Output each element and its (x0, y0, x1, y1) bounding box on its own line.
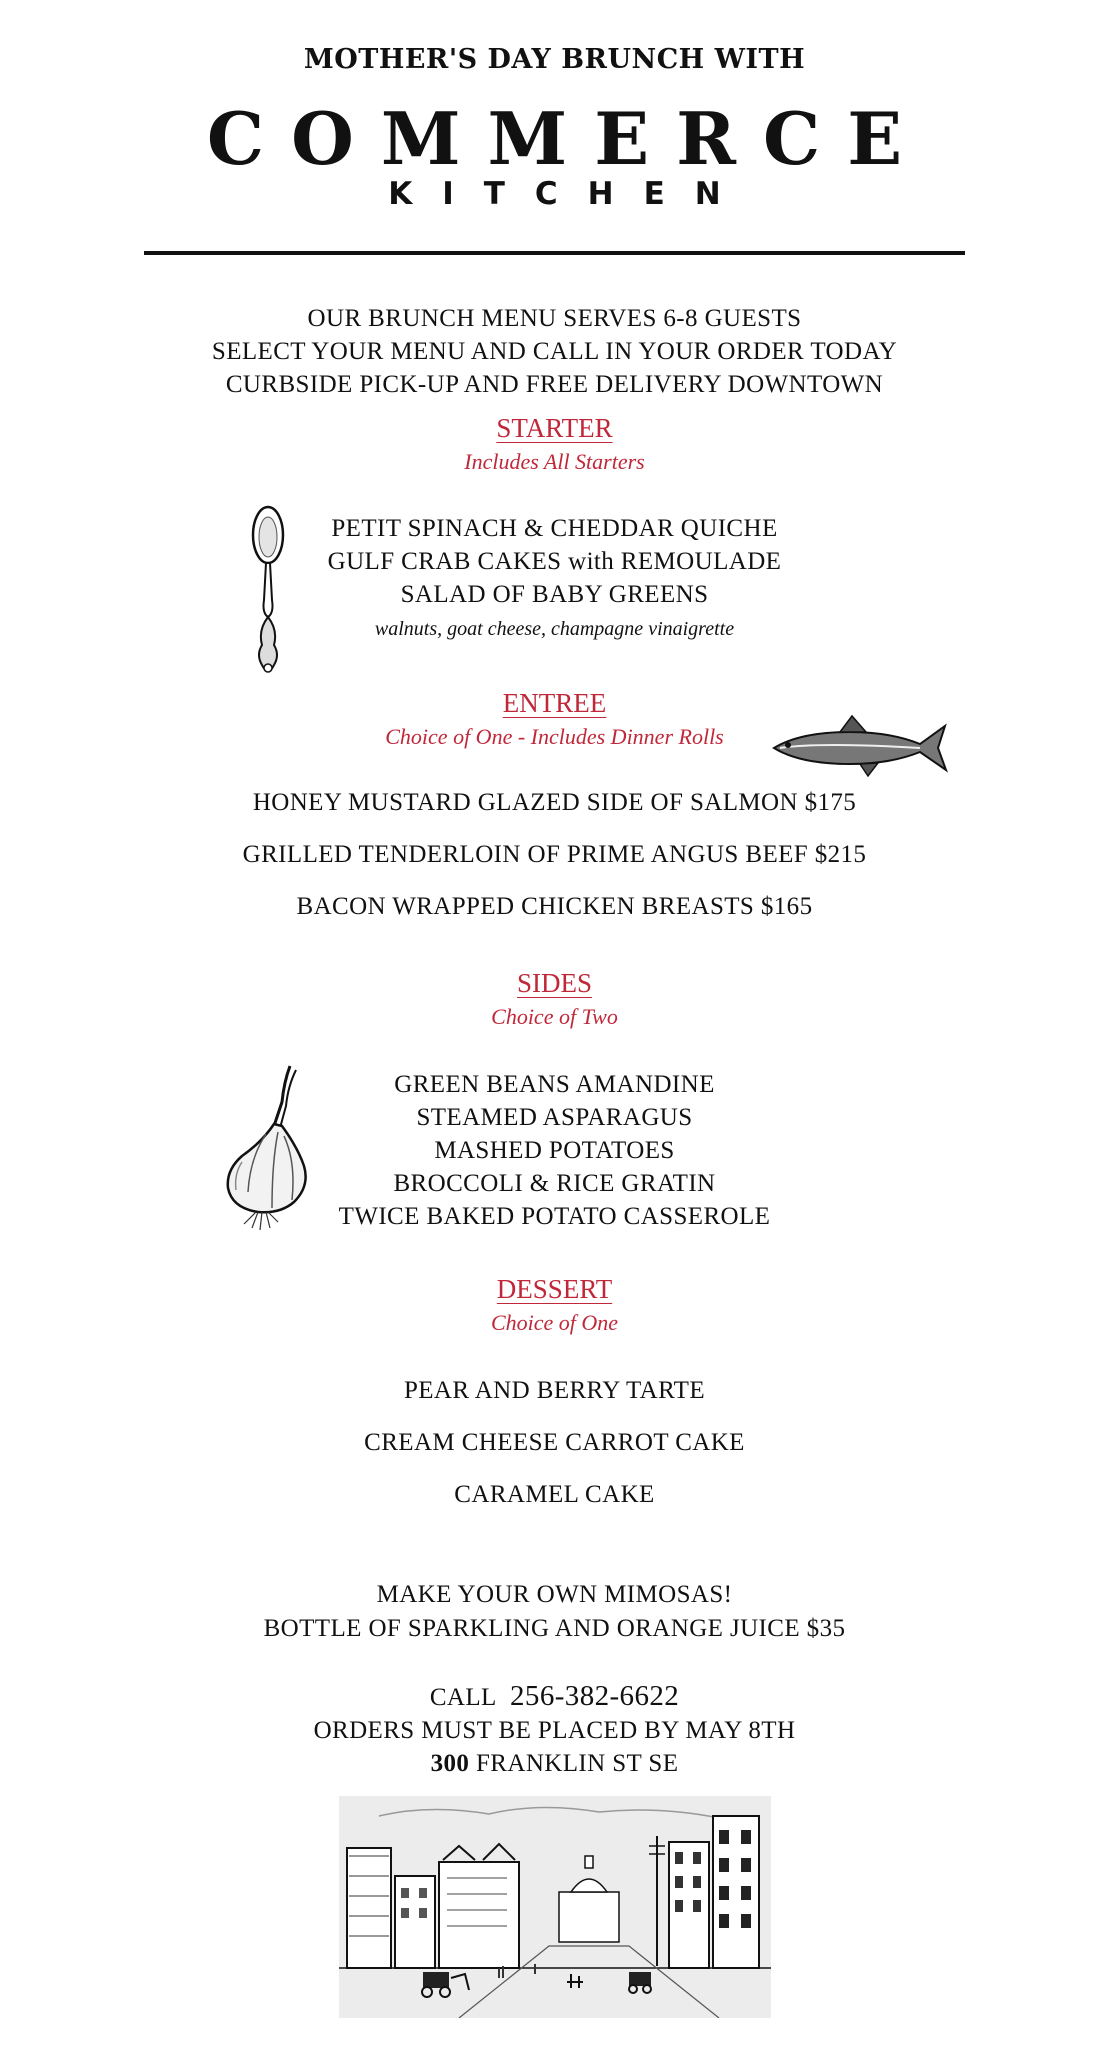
garlic-icon (222, 1062, 322, 1232)
entree-item: BACON WRAPPED CHICKEN BREASTS $165 (296, 893, 813, 920)
dessert-item: PEAR AND BERRY TARTE (403, 1377, 706, 1404)
starter-heading: STARTER (496, 413, 613, 443)
dessert-heading: DESSERT (496, 1274, 613, 1304)
mimosa-line-1: MAKE YOUR OWN MIMOSAS! (376, 1581, 733, 1608)
entree-item: HONEY MUSTARD GLAZED SIDE OF SALMON $175 (252, 789, 857, 816)
address-number: 300 (430, 1750, 470, 1777)
brand-title: COMMERCE (206, 96, 930, 181)
starter-item: PETIT SPINACH & CHEDDAR QUICHE (331, 515, 778, 542)
starter-item: SALAD OF BABY GREENS (400, 581, 709, 608)
street-scene-illustration (339, 1796, 771, 2018)
dessert-item: CARAMEL CAKE (454, 1481, 655, 1508)
sides-item: TWICE BAKED POTATO CASSEROLE (338, 1203, 771, 1230)
intro-line-1: OUR BRUNCH MENU SERVES 6-8 GUESTS (307, 305, 802, 332)
header-divider (144, 251, 965, 255)
starter-item: GULF CRAB CAKES with REMOULADE (327, 548, 782, 575)
starter-salad-note: walnuts, goat cheese, champagne vinaigrette (374, 618, 735, 640)
address-line (0, 1747, 1109, 1780)
sides-item: MASHED POTATOES (434, 1137, 675, 1164)
address-street: FRANKLIN ST SE (475, 1750, 679, 1777)
sides-item: STEAMED ASPARAGUS (416, 1104, 693, 1131)
intro-line-2: SELECT YOUR MENU AND CALL IN YOUR ORDER TODAY (211, 338, 898, 365)
mimosa-line-2: BOTTLE OF SPARKLING AND ORANGE JUICE $35 (263, 1615, 846, 1642)
starter-subheading: Includes All Starters (464, 449, 645, 474)
sides-subheading: Choice of Two (491, 1004, 618, 1029)
call-label: CALL (429, 1684, 497, 1711)
entree-item: GRILLED TENDERLOIN OF PRIME ANGUS BEEF $215 (242, 841, 867, 868)
dessert-subheading: Choice of One (490, 1310, 619, 1335)
order-deadline: ORDERS MUST BE PLACED BY MAY 8TH (313, 1717, 796, 1744)
phone-line (0, 1678, 1109, 1716)
spoon-icon (248, 505, 288, 683)
intro-line-3: CURBSIDE PICK-UP AND FREE DELIVERY DOWNTOWN (225, 371, 884, 398)
fish-icon (770, 712, 948, 778)
entree-subheading: Choice of One - Includes Dinner Rolls (385, 724, 724, 749)
sides-item: GREEN BEANS AMANDINE (394, 1071, 715, 1098)
entree-heading: ENTREE (502, 688, 607, 718)
sides-item: BROCCOLI & RICE GRATIN (393, 1170, 716, 1197)
brand-subtitle: KITCHEN (388, 176, 751, 212)
pre-title: MOTHER'S DAY BRUNCH WITH (303, 44, 806, 75)
dessert-item: CREAM CHEESE CARROT CAKE (364, 1429, 745, 1456)
sides-heading: SIDES (516, 968, 592, 998)
phone-number: 256-382-6622 (510, 1680, 680, 1712)
